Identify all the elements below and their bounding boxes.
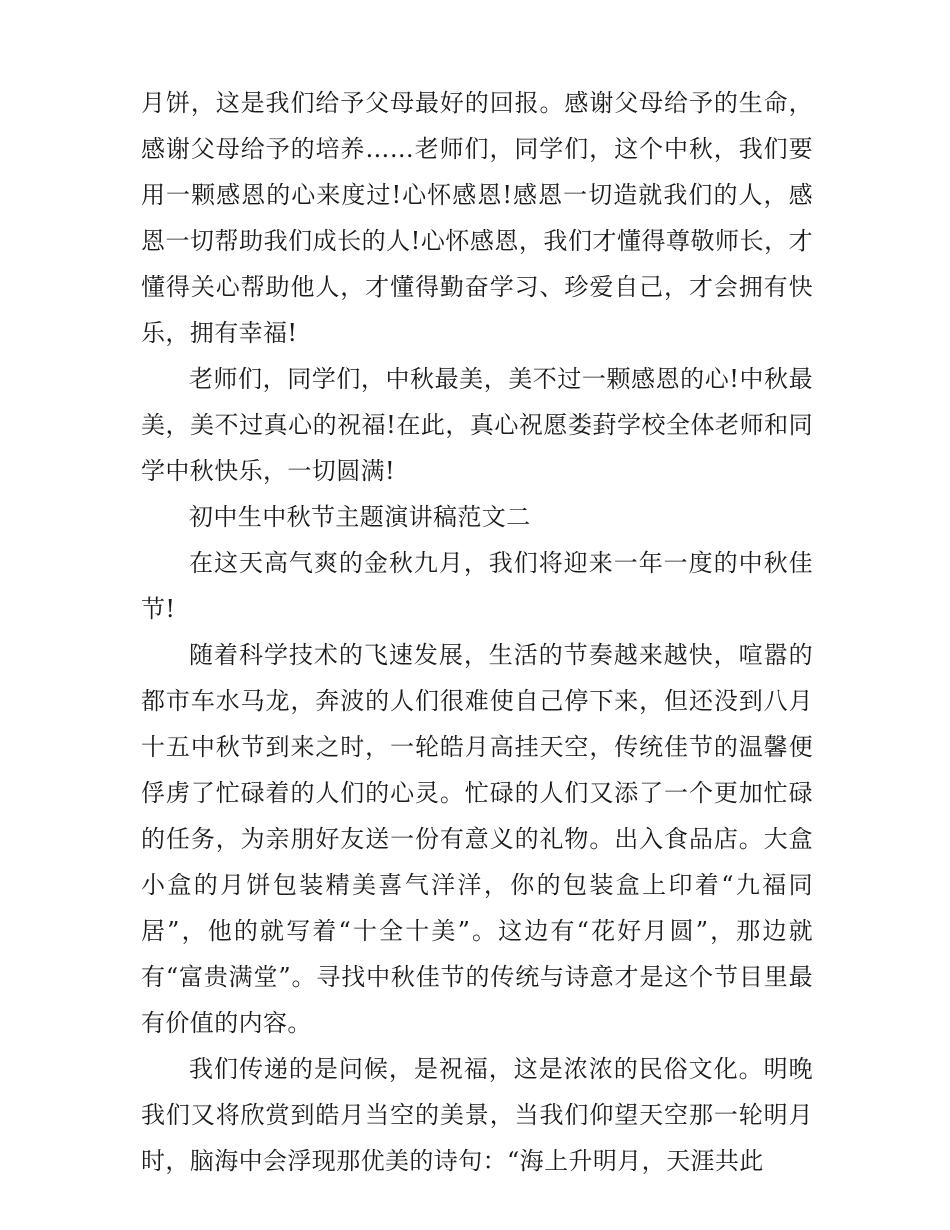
- section-heading: 初中生中秋节主题演讲稿范文二: [189, 503, 531, 531]
- paragraph-folk-culture: 我们传递的是问候，是祝福，这是浓浓的民俗文化。明晚我们又将欣赏到皓月当空的美景，当我们仰望天空那一轮明月时，脑海中会浮现那优美的诗句：“海上升明月，天涯共此: [141, 1055, 813, 1175]
- paragraph-mooncake-gifts: 随着科学技术的飞速发展，生活的节奏越来越快，喧嚣的都市车水马龙，奔波的人们很难使自己停下来，但还没到八月十五中秋节到来之时，一轮皓月高挂天空，传统佳节的温馨便俘虏了忙碌着的人们的心灵。忙碌的人们又添了一个更加忙碌的任务，为亲朋好友送一份有意义的礼物。出入食品店。大盒小盒的月饼包装精美喜气洋洋，你的包装盒上印着“九福同居”，他的就写着“十全十美”。这边有“花好月圆”，那边就有“富贵满堂”。寻找中秋佳节的传统与诗意才是这个节目里最有价值的内容。: [141, 641, 813, 1037]
- paragraph-intro: 在这天高气爽的金秋九月，我们将迎来一年一度的中秋佳节!: [141, 549, 813, 623]
- paragraph-closing-wishes: 老师们，同学们，中秋最美，美不过一颗感恩的心!中秋最美，美不过真心的祝福!在此，真心祝愿娄葑学校全体老师和同学中秋快乐，一切圆满!: [141, 365, 813, 485]
- paragraph-continuation: 月饼，这是我们给予父母最好的回报。感谢父母给予的生命，感谢父母给予的培养……老师们，同学们，这个中秋，我们要用一颗感恩的心来度过!心怀感恩!感恩一切造就我们的人，感恩一切帮助我们成长的人!心怀感恩，我们才懂得尊敬师长，才懂得关心帮助他人，才懂得勤奋学习、珍爱自己，才会拥有快乐，拥有幸福!: [141, 89, 813, 347]
- document-body: [141, 80, 813, 1184]
